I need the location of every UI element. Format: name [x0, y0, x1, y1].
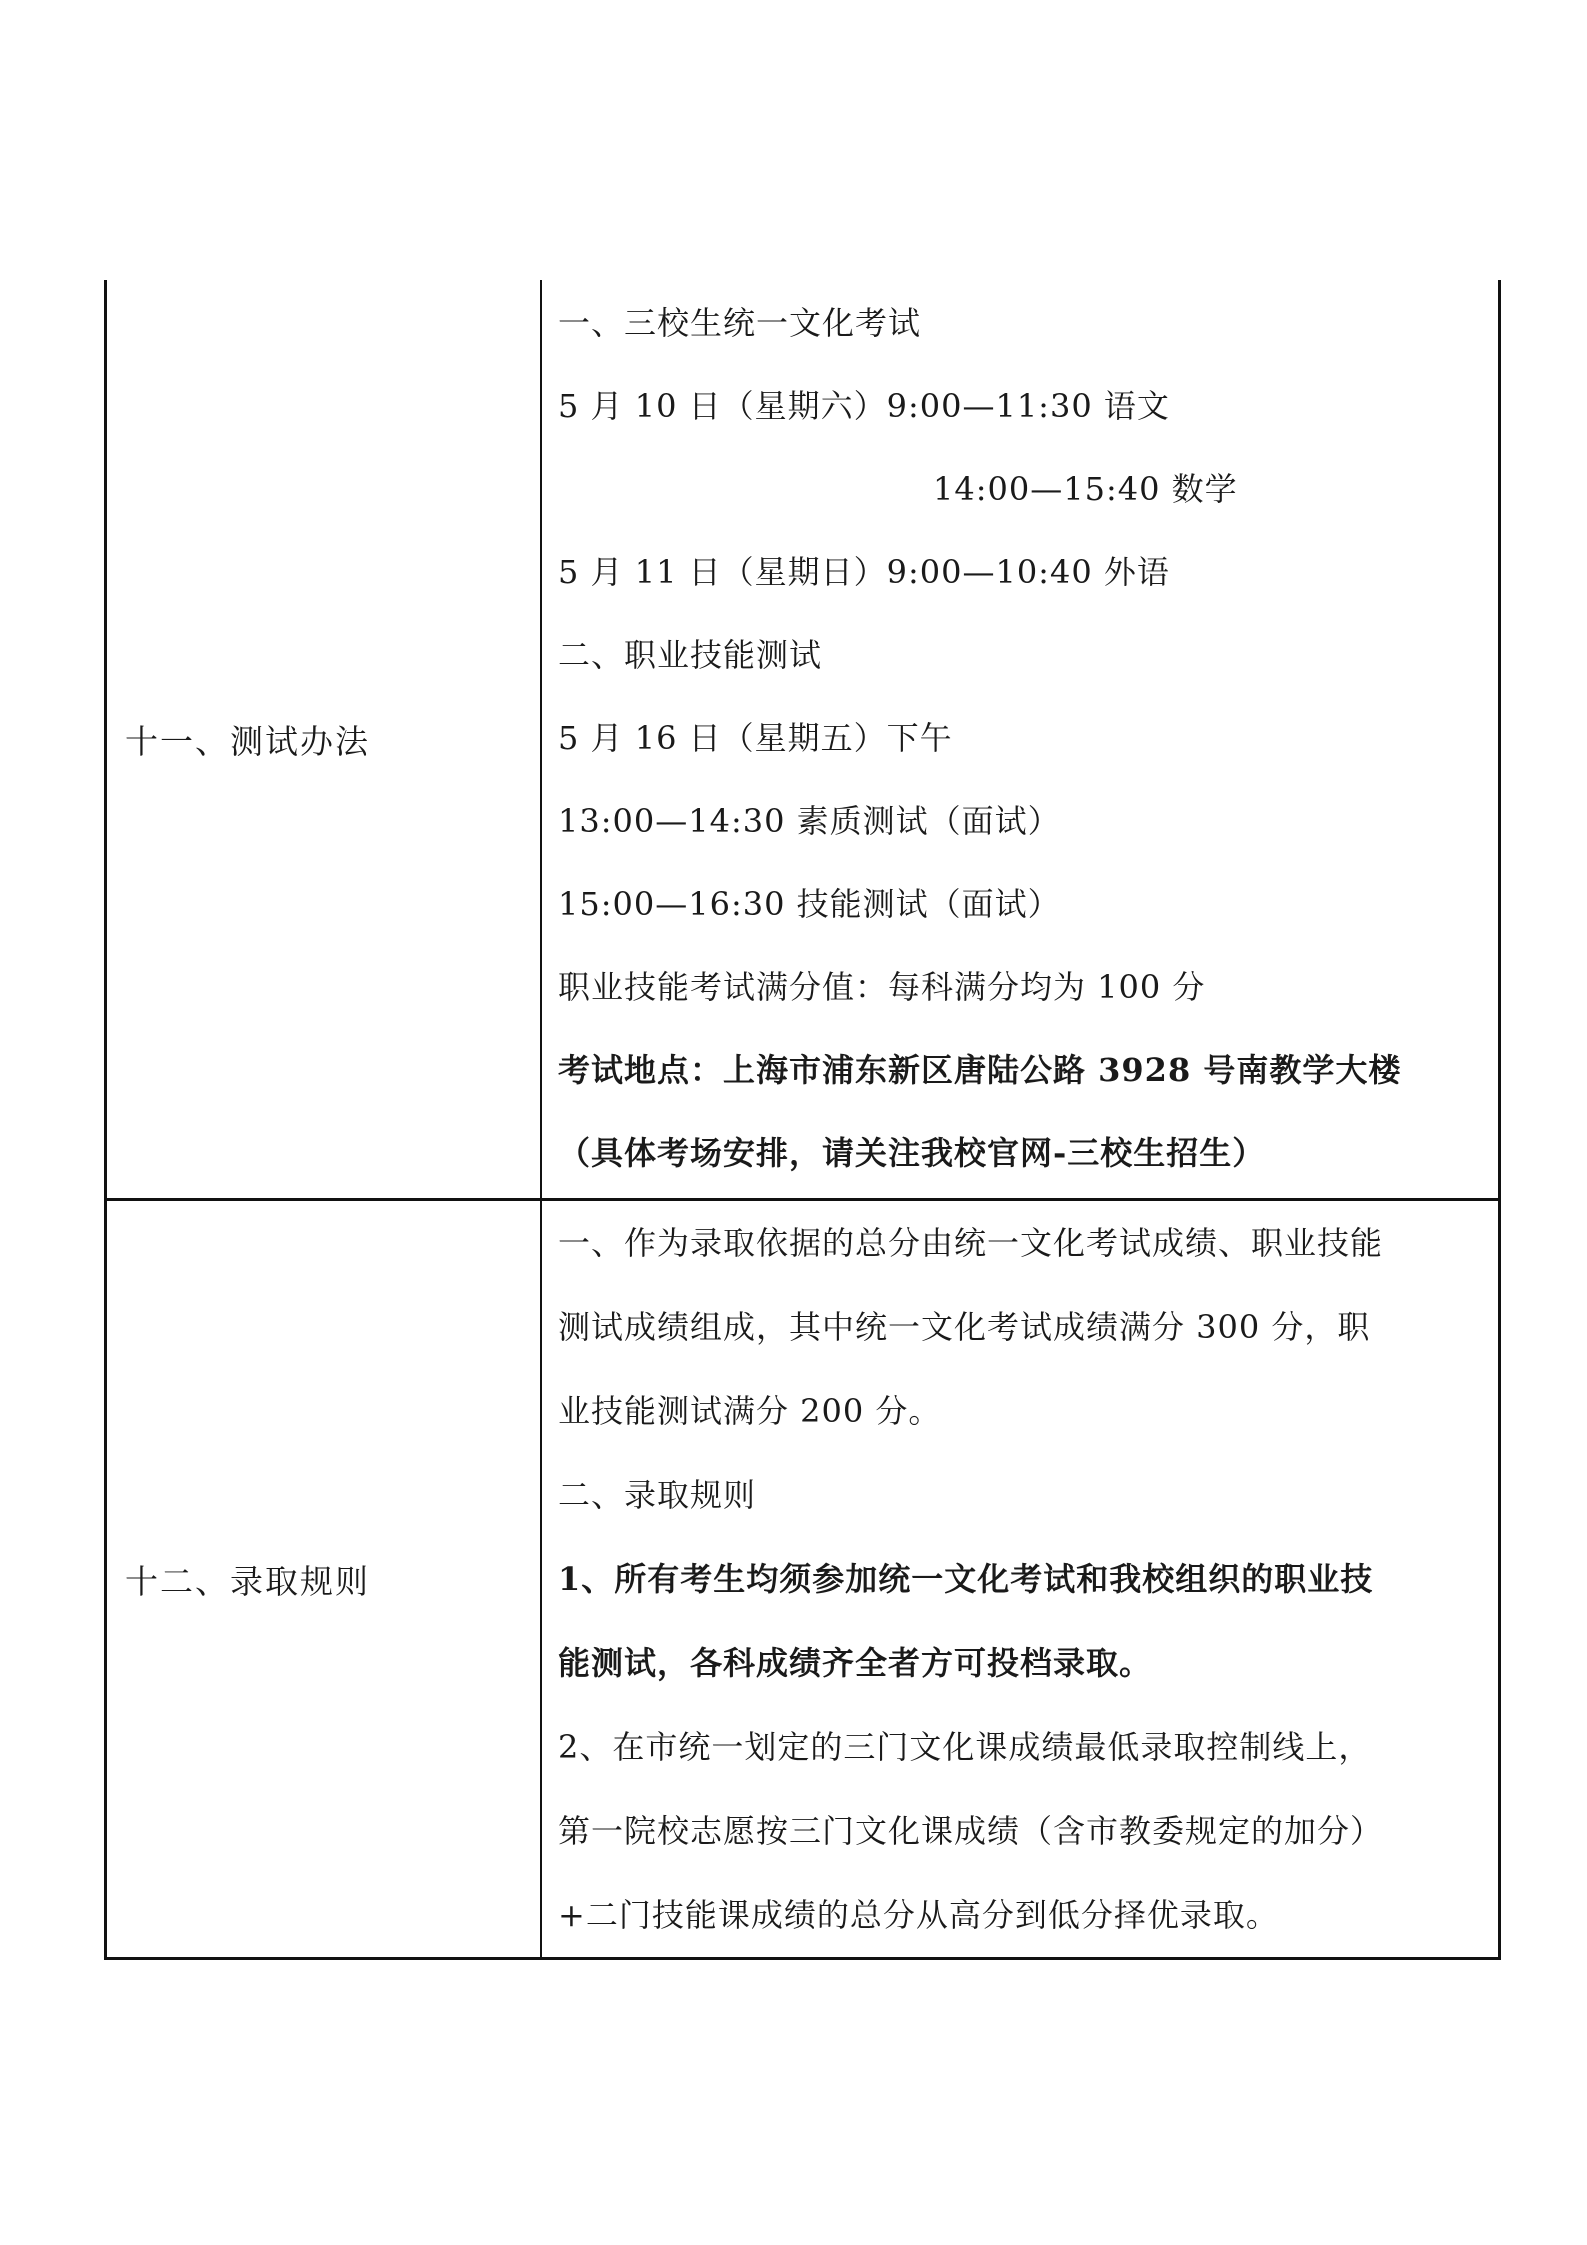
- schedule-line-math: 14:00—15:40 数学: [933, 470, 1238, 508]
- schedule-line-quality-interview: 13:00—14:30 素质测试（面试）: [558, 802, 1061, 840]
- row-label-test-method: 十一、测试办法: [104, 280, 542, 1198]
- skill-test-date: 5 月 16 日（星期五）下午: [558, 719, 953, 757]
- rule-text-line: 2、在市统一划定的三门文化课成绩最低录取控制线上，: [558, 1728, 1372, 1766]
- exam-room-note: （具体考场安排，请关注我校官网-三校生招生）: [558, 1134, 1266, 1172]
- table-row-test-method: [104, 280, 1501, 1201]
- section-heading-culture-exam: 一、三校生统一文化考试: [558, 304, 922, 342]
- schedule-line-chinese: 5 月 10 日（星期六）9:00—11:30 语文: [558, 387, 1170, 425]
- rule-text-line-bold: 1、所有考生均须参加统一文化考试和我校组织的职业技: [558, 1560, 1374, 1598]
- rule-text-line-bold: 能测试，各科成绩齐全者方可投档录取。: [558, 1644, 1153, 1682]
- rule-text-line: 第一院校志愿按三门文化课成绩（含市教委规定的加分）: [558, 1812, 1384, 1850]
- rule-text-line: 业技能测试满分 200 分。: [558, 1392, 942, 1430]
- exam-location: 考试地点：上海市浦东新区唐陆公路 3928 号南教学大楼: [558, 1051, 1402, 1089]
- row-label-admission-rules: 十二、录取规则: [104, 1201, 542, 1957]
- skill-test-full-score: 职业技能考试满分值：每科满分均为 100 分: [558, 968, 1206, 1006]
- rule-text-line: 一、作为录取依据的总分由统一文化考试成绩、职业技能: [558, 1224, 1384, 1262]
- section-heading-admission-rules: 二、录取规则: [558, 1476, 757, 1514]
- rule-text-line: +二门技能课成绩的总分从高分到低分择优录取。: [558, 1896, 1279, 1934]
- schedule-line-skill-interview: 15:00—16:30 技能测试（面试）: [558, 885, 1061, 923]
- table-row-admission-rules: [104, 1201, 1501, 1960]
- schedule-line-foreign-language: 5 月 11 日（星期日）9:00—10:40 外语: [558, 553, 1170, 591]
- row-content-test-method: [542, 280, 1501, 1198]
- row-content-admission-rules: [542, 1201, 1501, 1957]
- section-heading-skill-test: 二、职业技能测试: [558, 636, 823, 674]
- rule-text-line: 测试成绩组成，其中统一文化考试成绩满分 300 分，职: [558, 1308, 1371, 1346]
- admission-info-table: [104, 280, 1501, 1960]
